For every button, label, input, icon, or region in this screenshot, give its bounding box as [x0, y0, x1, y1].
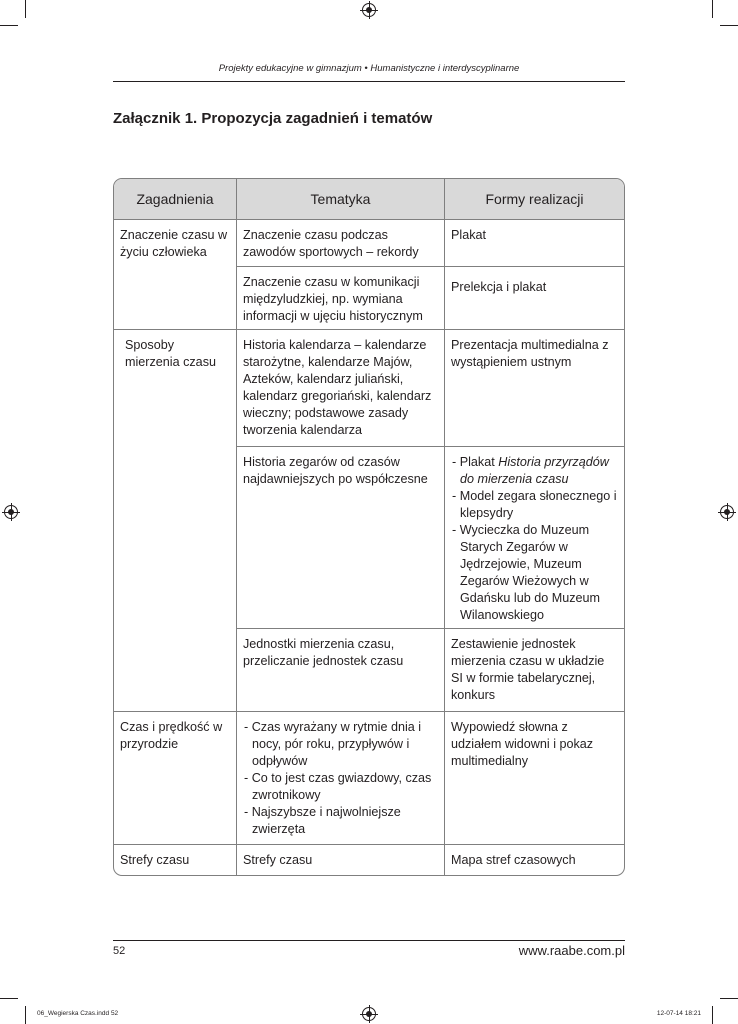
- form-list: [451, 454, 617, 624]
- issue-cell: Znaczenie czasu w życiu człowieka: [114, 220, 237, 330]
- column-header: Formy realizacji: [445, 179, 624, 220]
- issue-text: Sposoby mierzenia czasu: [125, 338, 216, 369]
- topic-cell: Strefy czasu: [237, 845, 445, 875]
- issue-cell: [114, 330, 237, 712]
- registration-mark-icon: [362, 3, 376, 17]
- crop-mark: [25, 1006, 26, 1024]
- page-number: 52: [113, 945, 126, 957]
- topic-list: [243, 719, 437, 838]
- topic-cell: Historia kalendarza – kalendarze starożytne, kalendarze Majów, Azteków, kalendarz juliański, kalendarz gregoriański, kalendarz wieczny; podstawowe zasady tworzenia kalendarza: [237, 330, 445, 447]
- table-row: [114, 845, 624, 875]
- list-item: - Model zegara słonecznego i klepsydry: [452, 489, 617, 520]
- table-row: [114, 712, 624, 845]
- topic-cell: Znaczenie czasu podczas zawodów sportowych – rekordy: [237, 220, 445, 267]
- form-cell: [445, 447, 624, 629]
- topic-cell: Historia zegarów od czasów najdawniejszych po współczesne: [237, 447, 445, 629]
- crop-mark: [720, 998, 738, 999]
- list-item: - Czas wyrażany w rytmie dnia i nocy, pór roku, przypływów i odpływów: [244, 720, 422, 768]
- registration-mark-icon: [362, 1007, 376, 1021]
- topic-cell: [237, 712, 445, 845]
- crop-mark: [720, 25, 738, 26]
- table-row: [114, 330, 624, 447]
- list-item: - Plakat Historia przyrządów do mierzenia czasu: [452, 455, 609, 486]
- form-cell: Plakat: [445, 220, 624, 267]
- issue-cell: Czas i prędkość w przyrodzie: [114, 712, 237, 845]
- form-cell: Wypowiedź słowna z udziałem widowni i pokaz multimedialny: [445, 712, 624, 845]
- publisher-url: www.raabe.com.pl: [518, 943, 625, 958]
- table-header-row: [114, 179, 624, 220]
- topics-table: [113, 178, 625, 876]
- crop-mark: [712, 1006, 713, 1024]
- list-item: - Co to jest czas gwiazdowy, czas zwrotnikowy: [244, 771, 432, 802]
- crop-mark: [25, 0, 26, 18]
- crop-mark: [0, 998, 18, 999]
- column-header: Zagadnienia: [114, 179, 237, 220]
- table-row: [114, 220, 624, 267]
- crop-mark: [0, 25, 18, 26]
- italic-title: Historia przyrządów do mierzenia czasu: [460, 455, 609, 486]
- form-cell: Prelekcja i plakat: [445, 267, 624, 330]
- page-title: Załącznik 1. Propozycja zagadnień i tematów: [113, 110, 433, 127]
- form-cell: Prezentacja multimedialna z wystąpieniem ustnym: [445, 330, 624, 447]
- registration-mark-icon: [720, 505, 734, 519]
- print-slug-file: 06_Wegierska Czas.indd 52: [37, 1010, 119, 1017]
- running-header: Projekty edukacyjne w gimnazjum • Humanistyczne i interdyscyplinarne: [218, 63, 520, 74]
- header-rule: [113, 81, 625, 82]
- form-cell: Mapa stref czasowych: [451, 853, 576, 867]
- print-slug-datetime: 12-07-14 18:21: [656, 1010, 701, 1017]
- list-item: - Wycieczka do Muzeum Starych Zegarów w Jędrzejowie, Muzeum Zegarów Wieżowych w Gdańsku lub do Muzeum Wilanowskiego: [452, 523, 601, 622]
- column-header: Tematyka: [237, 179, 445, 220]
- crop-mark: [712, 0, 713, 18]
- footer-rule: [113, 940, 625, 941]
- topic-cell: Znaczenie czasu w komunikacji międzyludzkiej, np. wymiana informacji w ujęciu historycznym: [237, 267, 445, 330]
- list-item: - Najszybsze i najwolniejsze zwierzęta: [244, 805, 401, 836]
- topic-cell: Jednostki mierzenia czasu, przeliczanie jednostek czasu: [237, 629, 445, 712]
- registration-mark-icon: [4, 505, 18, 519]
- form-cell: Zestawienie jednostek mierzenia czasu w układzie SI w formie tabelarycznej, konkurs: [445, 629, 624, 712]
- issue-cell: Strefy czasu: [114, 845, 237, 875]
